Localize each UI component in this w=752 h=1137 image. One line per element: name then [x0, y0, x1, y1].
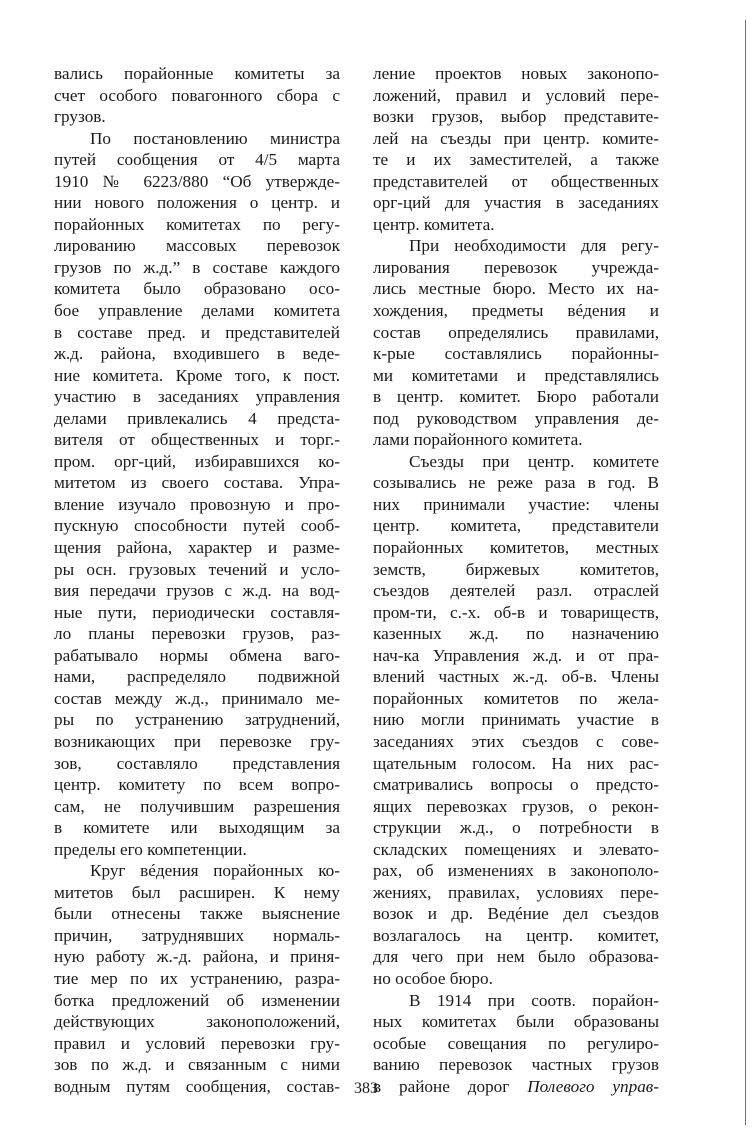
- text-line: правил и условий перевозки гру-: [54, 1033, 340, 1053]
- text-line: в составе пред. и представителей: [54, 322, 340, 342]
- text-line: ящих перевозках грузов, о рекон-: [373, 796, 659, 816]
- text-line: нии нового положения о центр. и: [54, 193, 340, 213]
- text-line: пром-ти, с.-х. об-в и товариществ,: [373, 602, 659, 622]
- text-line: ботка предложений об изменении: [54, 990, 340, 1010]
- text-line: земств, биржевых комитетов,: [373, 559, 659, 579]
- text-line: порайонных комитетах по регу-: [54, 214, 340, 234]
- text-line: щательным голосом. На них рас-: [373, 753, 659, 773]
- text-line: центр. комитета.: [373, 214, 495, 234]
- text-line: лирования перевозок учрежда-: [373, 257, 659, 277]
- text-line: представителей от общественных: [373, 171, 659, 191]
- text-line: зов по ж.д. и связанным с ними: [54, 1055, 340, 1075]
- text-line: счет особого повагонного сбора с: [54, 85, 340, 105]
- text-line: грузов.: [54, 107, 106, 127]
- text-line: особые совещания по регулиро-: [373, 1033, 659, 1053]
- text-column-right: [373, 63, 659, 1097]
- text-line: щения района, характер и разме-: [54, 538, 340, 558]
- text-line: лей на съезды при центр. комите-: [373, 128, 659, 148]
- text-line: ло планы перевозки грузов, раз-: [54, 624, 340, 644]
- text-line: пускную способности путей сооб-: [54, 516, 340, 536]
- text-line: вление изучало провозную и про-: [54, 494, 340, 514]
- text-line: комитета было образовано осо-: [54, 279, 340, 299]
- text-line: ные пути, периодически составля-: [54, 602, 340, 622]
- text-line: Съезды при центр. комитете: [409, 451, 659, 471]
- text-line: бое управление делами комитета: [54, 301, 340, 321]
- text-line: делами привлекались 4 предста-: [54, 408, 340, 428]
- text-line: водным путям сообщения, состав-: [54, 1076, 340, 1096]
- text-line: ную работу ж.-д. района, и приня-: [54, 947, 340, 967]
- text-line: ры по устранению затруднений,: [54, 710, 340, 730]
- text-line: влений частных ж.-д. об-в. Члены: [373, 667, 659, 687]
- text-line: съездов деятелей разл. отраслей: [373, 581, 659, 601]
- text-line: При необходимости для регу-: [409, 236, 659, 256]
- text-line: действующих законоположений,: [54, 1012, 340, 1032]
- text-line: возки грузов, выбор представите-: [373, 107, 659, 127]
- text-line: под руководством управления де-: [373, 408, 659, 428]
- text-line: ложений, правил и условий пере-: [373, 85, 659, 105]
- page-edge-line: [745, 20, 746, 1125]
- text-fragment: в районе дорог: [373, 1076, 528, 1096]
- text-line: вителя от общественных и торг.-: [54, 430, 340, 450]
- page-number-text: 383: [354, 1080, 378, 1097]
- text-line: нами, распределяло подвижной: [54, 667, 340, 687]
- text-line: ление проектов новых законопо-: [373, 64, 659, 83]
- text-line: рабатывало нормы обмена ваго-: [54, 645, 340, 665]
- text-line: Круг вéдения порайонных ко-: [90, 861, 340, 881]
- text-line: лись местные бюро. Место их на-: [373, 279, 659, 299]
- text-line: центр. комитету по всем вопро-: [54, 775, 340, 795]
- text-line: митетом из своего состава. Упра-: [54, 473, 340, 493]
- text-line: в комитете или выходящим за: [54, 818, 340, 838]
- text-line: рах, об изменениях в законополо-: [373, 861, 659, 881]
- text-line: 1910 № 6223/880 “Об утвержде-: [54, 171, 340, 191]
- text-line: струкции ж.д., о потребности в: [373, 818, 659, 838]
- text-line: них принимали участие: члены: [373, 494, 659, 514]
- italic-text-fragment: Полевого управ-: [527, 1076, 659, 1096]
- text-line: ры осн. грузовых течений и усло-: [54, 559, 340, 579]
- text-line: тие мер по их устранению, разра-: [54, 968, 340, 988]
- text-line: ми комитетами и представлялись: [373, 365, 659, 385]
- text-line: центр. комитета, представители: [373, 516, 659, 536]
- text-line: вались порайонные комитеты за: [54, 64, 340, 83]
- text-line: для чего при нем было образова-: [373, 947, 659, 967]
- text-line: вия передачи грузов с ж.д. на вод-: [54, 581, 340, 601]
- text-line: состав определялись правилами,: [373, 322, 659, 342]
- page-number: [0, 1080, 752, 1098]
- text-line: орг-ций для участия в заседаниях: [373, 193, 659, 213]
- text-line: нию могли принимать участие в: [373, 710, 659, 730]
- text-line: пределы его компетенции.: [54, 839, 247, 859]
- text-line: причин, затруднявших нормаль-: [54, 925, 340, 945]
- text-line: ж.д. района, входившего в веде-: [54, 344, 340, 364]
- text-line: к-рые составлялись порайонны-: [373, 344, 659, 364]
- text-column-left: [54, 63, 340, 1097]
- text-line: По постановлению министра: [90, 128, 340, 148]
- text-line: но особое бюро.: [373, 968, 493, 988]
- text-line: порайонных комитетов по жела-: [373, 688, 659, 708]
- text-line: те и их заместителей, а также: [373, 150, 659, 170]
- text-line: казенных ж.д. по назначению: [373, 624, 659, 644]
- text-line: пром. орг-ций, избиравшихся ко-: [54, 451, 340, 471]
- text-line: зов, составляло представления: [54, 753, 340, 773]
- text-line: возникающих при перевозке гру-: [54, 731, 340, 751]
- text-line: сам, не получившим разрешения: [54, 796, 340, 816]
- text-line: путей сообщения от 4/5 марта: [54, 150, 340, 170]
- text-line: лами порайонного комитета.: [373, 430, 583, 450]
- text-line: возок и др. Ведéние дел съездов: [373, 904, 659, 924]
- text-line: грузов по ж.д.” в составе каждого: [54, 257, 340, 277]
- text-line: в центр. комитет. Бюро работали: [373, 387, 659, 407]
- text-line: ных комитетах были образованы: [373, 1012, 659, 1032]
- text-line: лированию массовых перевозок: [54, 236, 340, 256]
- text-line: жениях, правилах, условиях пере-: [373, 882, 659, 902]
- text-line: возлагалось на центр. комитет,: [373, 925, 659, 945]
- text-line: хождения, предметы вéдения и: [373, 301, 659, 321]
- text-line: складских помещениях и элевато-: [373, 839, 659, 859]
- text-line: участию в заседаниях управления: [54, 387, 340, 407]
- text-line: ванию перевозок частных грузов: [373, 1055, 659, 1075]
- text-line: заседаниях этих съездов с сове-: [373, 731, 659, 751]
- text-line: ние комитета. Кроме того, к пост.: [54, 365, 340, 385]
- text-line: нач-ка Управления ж.д. и от пра-: [373, 645, 659, 665]
- text-line: созывались не реже раза в год. В: [373, 473, 659, 493]
- text-line: состав между ж.д., принимало ме-: [54, 688, 340, 708]
- text-line: В 1914 при соотв. порайон-: [409, 990, 659, 1010]
- text-line: митетов был расширен. К нему: [54, 882, 340, 902]
- text-line: были отнесены также выяснение: [54, 904, 340, 924]
- text-line: порайонных комитетов, местных: [373, 538, 659, 558]
- text-line: сматривались вопросы о предсто-: [373, 775, 659, 795]
